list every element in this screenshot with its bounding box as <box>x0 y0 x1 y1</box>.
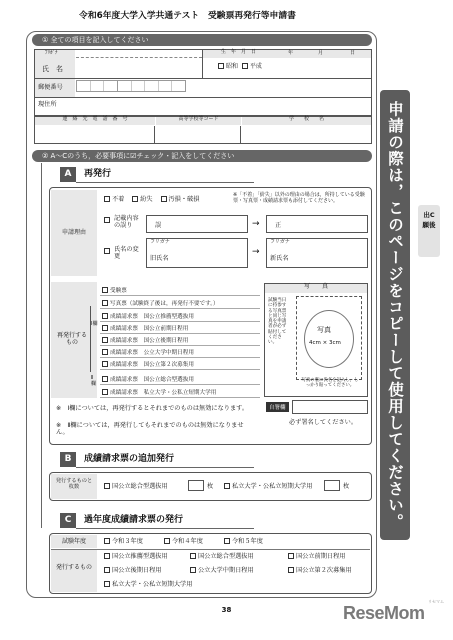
correct-label: 正 <box>275 222 282 229</box>
dob-row <box>218 63 262 71</box>
page-number: 38 <box>221 606 232 614</box>
divider <box>35 78 372 79</box>
reissue-item <box>100 324 260 334</box>
sign-field[interactable] <box>292 400 368 414</box>
reissue-item-label: 成績請求票 私立大学・公私立短期大学用 <box>110 390 217 396</box>
wrong-label: 誤 <box>155 222 162 229</box>
dob-label: 生 年 月 日 <box>203 50 371 58</box>
reissue-item-label: 成績請求票 公立大学中期日程用 <box>110 350 194 356</box>
photo-oval <box>304 310 354 368</box>
namechange-label: 氏名の変更 <box>114 246 139 261</box>
c-item-label: 国公立前期日程用 <box>296 553 346 560</box>
showa-checkbox[interactable] <box>218 63 224 69</box>
reissue-item-checkbox[interactable] <box>102 361 108 367</box>
old-name-label: 旧氏名 <box>150 255 169 262</box>
c-item-checkbox[interactable] <box>288 553 294 559</box>
b-left-label: 発行するものと枚数 <box>55 478 93 491</box>
b-item2-checkbox[interactable] <box>224 483 230 489</box>
school-code-label: 高等学校等コード <box>156 117 241 125</box>
school-name-field[interactable] <box>242 126 371 143</box>
c-item-checkbox[interactable] <box>190 567 196 573</box>
furigana-label: ﾌﾘｶﾞﾅ <box>45 50 58 56</box>
namechange-checkbox[interactable] <box>104 248 110 254</box>
photo-box-label: 写真 <box>317 326 331 334</box>
c-issue-label: 発行するもの <box>56 564 93 571</box>
school-code-field[interactable] <box>156 126 241 143</box>
reissue-item-checkbox[interactable] <box>102 300 108 306</box>
c-item-checkbox[interactable] <box>288 567 294 573</box>
reissue-item <box>100 388 260 398</box>
arrow-icon: → <box>252 247 260 257</box>
flow-line <box>41 163 42 528</box>
furigana-field[interactable] <box>76 50 202 58</box>
c-year-label: 試験年度 <box>61 538 86 545</box>
note2: ※ Ⅱ欄については，再発行してもそれまでのものは無効になりません。 <box>56 422 244 437</box>
day-label: 日 <box>350 50 356 56</box>
reissue-item <box>100 375 260 385</box>
side-banner-text: 申請の際は，このページをコピーして使用してください。 <box>386 100 404 530</box>
c-year-label: 令和４年度 <box>172 538 203 545</box>
c-year-checkbox[interactable] <box>104 538 110 544</box>
school-name-label: 学 校 名 <box>242 117 371 125</box>
reissue-item-checkbox[interactable] <box>102 376 108 382</box>
reissue-item-checkbox[interactable] <box>102 389 108 395</box>
heisei-label: 平成 <box>249 63 262 70</box>
divider <box>51 549 370 550</box>
c-item-option <box>190 553 254 560</box>
phone-label: 連 絡 先 電 話 番 号 <box>35 117 155 125</box>
name-label: 氏 名 <box>42 65 63 73</box>
reissue-item-checkbox[interactable] <box>102 325 108 331</box>
c-item-option <box>104 567 162 574</box>
section-b-title: 成績請求票の追加発行 <box>76 452 254 468</box>
postal-field[interactable] <box>76 80 186 92</box>
reissue-item <box>100 286 260 296</box>
group1-label: Ⅰ欄 <box>91 321 98 327</box>
c-item-label: 国公立推薦型選抜用 <box>112 553 168 560</box>
c-item-checkbox[interactable] <box>190 553 196 559</box>
month-label: 月 <box>318 50 324 56</box>
side-tab-text: 出C願後 <box>422 211 436 229</box>
page-title: 令和6年度大学入学共通テスト 受験票再発行等申請書 <box>79 11 296 21</box>
new-name-label: 新氏名 <box>270 255 289 262</box>
reissue-item <box>100 348 260 358</box>
c-item-checkbox[interactable] <box>104 567 110 573</box>
phone-field[interactable] <box>35 126 155 143</box>
reissue-item <box>100 312 260 322</box>
correct-field[interactable] <box>266 215 368 233</box>
sign-label: 自署欄 <box>266 402 289 412</box>
reissue-item-label: 成績請求票 国公立総合型選抜用 <box>110 377 194 383</box>
section1-label: ① 全ての項目を記入してください <box>42 36 149 44</box>
reissue-item <box>100 360 260 370</box>
wrong-field[interactable] <box>146 215 248 233</box>
c-item-label: 国公立後期日程用 <box>112 567 162 574</box>
reason-label: 申請理由 <box>61 229 86 236</box>
c-item-checkbox[interactable] <box>104 553 110 559</box>
section-c-box <box>49 533 372 594</box>
photo-head: 写 真 <box>265 284 367 293</box>
year-label: 年 <box>288 50 294 56</box>
reissue-item <box>100 336 260 346</box>
b-item1-count[interactable] <box>188 480 204 491</box>
c-year-label: 令和３年度 <box>112 538 143 545</box>
heisei-checkbox[interactable] <box>242 63 248 69</box>
reissue-label: 再発行するもの <box>56 332 87 347</box>
section2-label: ② A〜Cのうち，必要事項に☑チェック・記入をしてください <box>42 152 235 160</box>
resemom-logo-small: リセマム <box>428 599 444 604</box>
reissue-item-label: 成績請求票 国公立推薦型選抜用 <box>110 314 194 320</box>
b-item1-checkbox[interactable] <box>104 483 110 489</box>
sign-note: 必ず署名してください。 <box>289 419 358 426</box>
reissue-item-checkbox[interactable] <box>102 313 108 319</box>
c-item-option <box>104 553 168 560</box>
address-label: 現住所 <box>38 101 57 108</box>
b-item1: 国公立総合型選抜用 枚 <box>104 483 168 490</box>
c-year-checkbox[interactable] <box>164 538 170 544</box>
section1-band <box>32 34 372 46</box>
resemom-logo: ReseMom <box>343 603 425 623</box>
c-year-option <box>104 538 143 545</box>
note1: ※ Ⅰ欄については，再発行するとそれまでのものは無効になります。 <box>56 405 249 412</box>
reissue-item-label: 写真票（試験終了後は，再発行不要です。） <box>110 301 219 307</box>
c-item-label: 国公立第２次募集用 <box>296 567 352 574</box>
photo-note: 写真の裏に氏名を記入し，しっかり貼ってください。 <box>301 378 359 389</box>
error-label: 記載内容の誤り <box>114 215 139 230</box>
c-item-checkbox[interactable] <box>104 581 110 587</box>
c-item-option <box>190 567 254 574</box>
c-item-label: 国公立総合型選抜用 <box>198 553 254 560</box>
section2-band <box>32 150 372 162</box>
c-item-option <box>104 581 192 588</box>
address-field[interactable] <box>76 98 371 115</box>
photo-size: 4cm × 3cm <box>309 340 341 346</box>
c-year-checkbox[interactable] <box>224 538 230 544</box>
damaged-checkbox[interactable] <box>161 196 167 202</box>
c-item-option <box>288 567 352 574</box>
name-field[interactable] <box>76 58 202 78</box>
reissue-item <box>100 299 260 309</box>
reissue-item-checkbox[interactable] <box>102 287 108 293</box>
b-unit: 枚 <box>343 483 350 490</box>
lost-checkbox[interactable] <box>132 196 138 202</box>
c-item-label: 私立大学・公私立短期大学用 <box>112 581 193 588</box>
old-furigana-label: フリガナ <box>150 239 170 245</box>
reissue-item-label: 成績請求票 国公立第２次募集用 <box>110 362 194 368</box>
section-b-letter: B <box>60 452 76 467</box>
postal-label: 郵便番号 <box>38 84 63 91</box>
reason-note: ※「不着」「紛失」以外の理由の場合は，所持している受験票・写真票・成績請求票も添付してください。 <box>233 192 365 204</box>
b-item2: 私立大学・公私立短期大学用 枚 <box>224 483 312 490</box>
reissue-item-checkbox[interactable] <box>102 337 108 343</box>
c-item-option <box>288 553 346 560</box>
c-year-option <box>164 538 203 545</box>
arrow-icon: → <box>252 219 260 229</box>
section-c-letter: C <box>60 513 76 528</box>
reissue-item-label: 成績請求票 国公立前期日程用 <box>110 326 189 332</box>
reissue-item-checkbox[interactable] <box>102 349 108 355</box>
c-year-option <box>224 538 263 545</box>
error-checkbox[interactable] <box>104 217 110 223</box>
c-item-label: 公立大学中期日程用 <box>198 567 254 574</box>
reason-row1: 不着 紛失 汚損・破損 <box>104 196 199 203</box>
group1-bracket <box>90 306 98 372</box>
b-item2-count[interactable] <box>324 480 340 491</box>
section-a-title: 再発行 <box>76 167 254 183</box>
section-c-title: 過年度成績請求票の発行 <box>76 513 254 529</box>
showa-label: 昭和 <box>226 63 239 70</box>
section-a-letter: A <box>60 167 76 182</box>
c-year-label: 令和５年度 <box>232 538 263 545</box>
b-unit: 枚 <box>207 483 214 490</box>
not-arrived-checkbox[interactable] <box>104 196 110 202</box>
new-furigana-label: フリガナ <box>270 239 290 245</box>
group2-label: Ⅱ欄 <box>91 375 97 387</box>
reissue-item-label: 受験票 <box>110 288 127 294</box>
reissue-item-label: 成績請求票 国公立後期日程用 <box>110 338 189 344</box>
photo-side-text: 試験当日に持参する写真票と同じ写真を申請者が必ず貼付してください。 <box>268 298 287 346</box>
